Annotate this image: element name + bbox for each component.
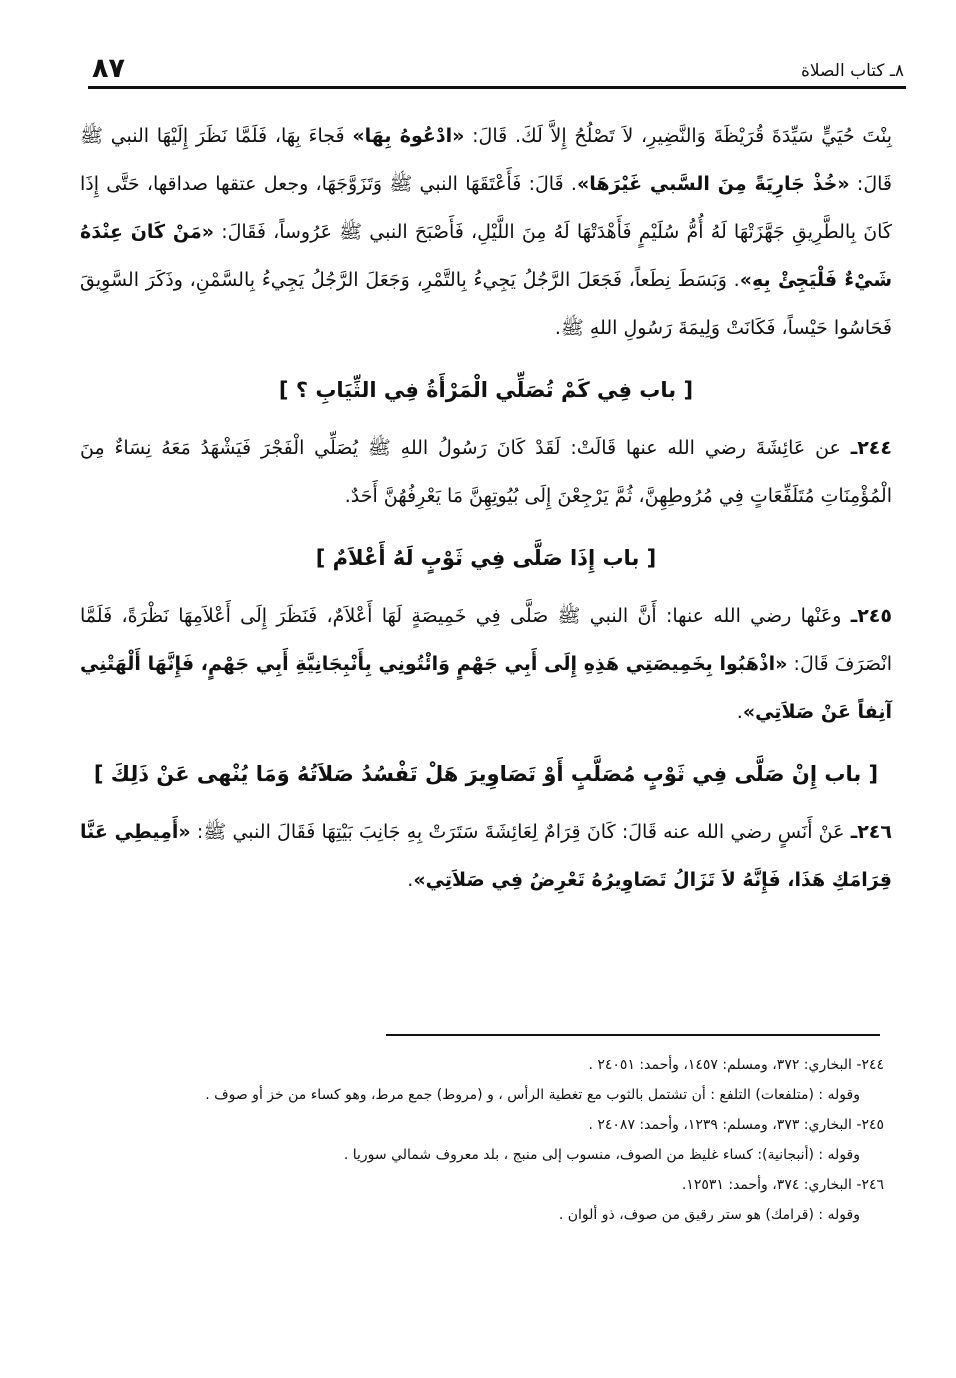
paragraph-continuation xyxy=(80,112,892,352)
footnote-rule xyxy=(386,1034,880,1036)
page-header xyxy=(92,40,904,82)
footnotes xyxy=(78,1050,884,1230)
hadith-text: عن عَائِشَةَ رضي الله عنها قَالَتْ: لَقَدْ كَانَ رَسُولُ اللهِ ﷺ يُصَلِّي الْفَجْرَ فَيَشْهَدُ مَعَهُ نِسَاءٌ مِنَ الْمُؤْمِنَاتِ مُتَلَفِّعَاتٍ فِي مُرُوطِهِنَّ، ثُمَّ يَرْجِعْنَ إِلَى بُيُوتِهِنَّ مَا يَعْرِفُهُنَّ أَحَدٌ. xyxy=(80,437,892,507)
text-segment: . قَالَ: فَأَعْتَقَهَا النبي ﷺ وَتَزَوَّجَهَا، وجعل عتقها صداقها، حَتَّى إِذَا كَانَ بِالطَّرِيقِ جَهَّزَتْهَا لَهُ أُمُّ سُلَيْمٍ فَأَهْدَتْهَا لَهُ مِنَ اللَّيْلِ، فَأَصْبَحَ النبي ﷺ عَرُوساً، فَقَالَ: xyxy=(80,173,892,243)
prophet-quote: «اذْهَبُوا بِخَمِيصَتِي هَذِهِ إِلَى أَبِي جَهْمٍ وَائْتُونِي بِأَنْبِجَانِيَّةِ أَبِي جَهْمٍ، فَإِنَّهَا أَلْهَتْنِي آنِفاً عَنْ صَلاَتِي» xyxy=(80,653,892,723)
footnote-reference: ٢٤٦- البخاري: ٣٧٤، وأحمد: ١٢٥٣١. xyxy=(681,1177,884,1193)
hadith-text: عَنْ أَنَسٍ رضي الله عنه قَالَ: كَانَ قِرَامٌ لِعَائِشَةَ سَتَرَتْ بِهِ جَانِبَ بَيْتِهَا فَقَالَ النبي ﷺ: xyxy=(190,821,851,843)
prophet-quote: «مَنْ كَانَ عِنْدَهُ شَيْءٌ فَلْيَجِئْ بِهِ» xyxy=(80,221,893,291)
text-segment: . xyxy=(407,869,414,891)
hadith-244 xyxy=(80,424,892,520)
header-rule xyxy=(88,86,906,89)
footnote-note: وقوله : (متلفعات) التلفع : أن تشتمل بالثوب مع تغطية الرأس ، و (مروط) جمع مرط، وهو كساء من خز أو صوف . xyxy=(205,1087,860,1103)
chapter-heading: [ باب إِنْ صَلَّى فِي ثَوْبٍ مُصَلَّبٍ أَوْ تَصَاوِيرَ هَلْ تَفْسُدُ صَلاَتُهُ وَمَا يُنْهى عَنْ ذَلِكَ ] xyxy=(93,762,879,786)
text-segment: فَجاءَ بِهَا، فَلَمَّا نَظَرَ إِلَيْهَا النبي ﷺ قَالَ: xyxy=(80,125,893,195)
text-segment: بِنْتَ حُيَيٍّ سَيِّدَةَ قُرَيْظَةَ وَالنَّضِيرِ، لاَ تَصْلُحُ إِلاَّ لَكَ. قَالَ: xyxy=(464,125,892,147)
hadith-number: ٢٤٤ـ xyxy=(850,437,892,459)
prophet-quote: «ادْعُوهُ بِهَا» xyxy=(352,125,465,147)
running-title: ٨ـ كتاب الصلاة xyxy=(800,61,904,81)
hadith-246 xyxy=(80,808,892,904)
page-number: ٨٧ xyxy=(92,53,125,84)
hadith-number: ٢٤٥ـ xyxy=(850,605,892,627)
main-text xyxy=(80,112,892,904)
chapter-heading: [ باب فِي كَمْ تُصَلِّي الْمَرْأَةُ فِي الثِّيَابِ ؟ ] xyxy=(278,378,694,402)
text-segment: . وَبَسَطَ نِطَعاً، فَجَعَلَ الرَّجُلُ يَجِيءُ بِالتَّمْرِ، وَجَعَلَ الرَّجُلُ يَجِيءُ بِالسَّمْنِ، وذَكَرَ السَّوِيقَ فَحَاسُوا حَيْساً، فَكَانَتْ وَلِيمَةَ رَسُولِ اللهِ ﷺ. xyxy=(80,269,892,339)
prophet-quote: «خُذْ جَارِيَةً مِنَ السَّبي غَيْرَهَا» xyxy=(576,173,850,195)
chapter-heading: [ باب إِذَا صَلَّى فِي ثَوْبٍ لَهُ أَعْلاَمٌ ] xyxy=(315,546,657,570)
hadith-245 xyxy=(80,592,892,736)
hadith-text: وعَنْها رضي الله عنها: أَنَّ النبي ﷺ صَلَّى فِي خَمِيصَةٍ لَهَا أَعْلاَمٌ، فَنَظَرَ إِلَى أَعْلاَمِهَا نَظْرَةً، فَلَمَّا انْصَرَفَ قَالَ: xyxy=(80,605,892,675)
footnote-note: وقوله : (قرامك) هو ستر رقيق من صوف، ذو ألوان . xyxy=(558,1207,860,1223)
footnote-note: وقوله : (أنبجانية): كساء غليظ من الصوف، منسوب إلى منبج ، بلد معروف شمالي سوريا . xyxy=(343,1147,860,1163)
text-segment: . xyxy=(736,701,743,723)
footnote-reference: ٢٤٤- البخاري: ٣٧٢، ومسلم: ١٤٥٧، وأحمد: ٢٤٠٥١ . xyxy=(588,1057,884,1073)
footnote-reference: ٢٤٥- البخاري: ٣٧٣، ومسلم: ١٢٣٩، وأحمد: ٢٤٠٨٧ . xyxy=(588,1117,884,1133)
prophet-quote: «أَمِيطِي عَنَّا قِرَامَكِ هَذَا، فَإِنَّهُ لاَ تَزَالُ تَصَاوِيرُهُ تَعْرِضُ فِي صَلاَتِي» xyxy=(80,821,892,891)
hadith-number: ٢٤٦ـ xyxy=(850,821,892,843)
